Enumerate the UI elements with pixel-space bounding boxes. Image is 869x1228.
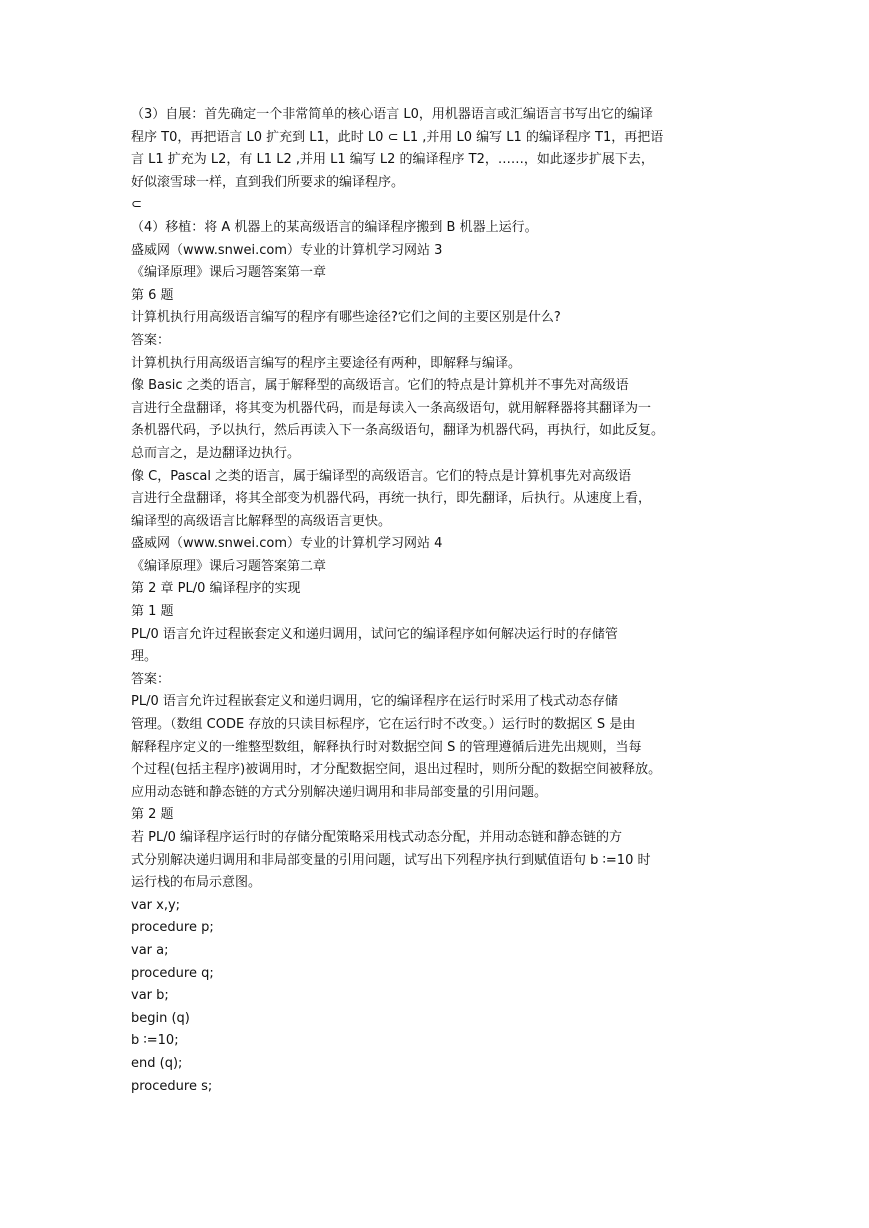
text-line: 程序 T0，再把语言 L0 扩充到 L1，此时 L0 ⊂ L1 ,并用 L0 编写 L1 的编译程序 T1，再把语 (131, 129, 664, 145)
code-line: var x,y; (131, 897, 181, 913)
code-line: b ∶=10; (131, 1033, 179, 1049)
text-line: 计算机执行用高级语言编写的程序主要途径有两种，即解释与编译。 (131, 355, 522, 371)
text-line: 言进行全盘翻译，将其变为机器代码，而是每读入一条高级语句，就用解释器将其翻译为一 (131, 400, 652, 416)
chapter-title: 第 2 章 PL/0 编译程序的实现 (131, 581, 301, 597)
site-footer: 盛威网（www.snwei.com）专业的计算机学习网站 3 (131, 242, 443, 258)
code-line: var a; (131, 942, 169, 958)
text-line: 编译型的高级语言比解释型的高级语言更快。 (131, 513, 392, 529)
question-number: 第 6 题 (131, 287, 174, 303)
text-line: 解释程序定义的一维整型数组，解释执行时对数据空间 S 的管理遵循后进先出规则，当每 (131, 739, 642, 755)
question-text: 计算机执行用高级语言编写的程序有哪些途径?它们之间的主要区别是什么? (131, 310, 561, 326)
code-line: var b; (131, 988, 169, 1004)
text-line: （3）自展：首先确定一个非常简单的核心语言 L0，用机器语言或汇编语言书写出它的编译 (131, 107, 653, 122)
text-line: 管理。（数组 CODE 存放的只读目标程序，它在运行时不改变。）运行时的数据区 S 是由 (131, 717, 636, 733)
question-text: 式分别解决递归调用和非局部变量的引用问题，试写出下列程序执行到赋值语句 b ∶=10 时 (131, 852, 651, 868)
text-line: 好似滚雪球一样，直到我们所要求的编译程序。 (131, 174, 405, 190)
text-line: 像 C，Pascal 之类的语言，属于编译型的高级语言。它们的特点是计算机事先对高级语 (131, 468, 632, 484)
code-line: end (q); (131, 1055, 183, 1071)
code-line: procedure q; (131, 965, 214, 981)
question-text: 若 PL/0 编译程序运行时的存储分配策略采用栈式动态分配，并用动态链和静态链的方 (131, 830, 622, 845)
text-line: 个过程(包括主程序)被调用时，才分配数据空间，退出过程时，则所分配的数据空间被释放。 (131, 762, 662, 778)
site-footer: 盛威网（www.snwei.com）专业的计算机学习网站 4 (131, 536, 443, 552)
question-number: 第 1 题 (131, 604, 174, 620)
question-text: 理。 (131, 649, 158, 665)
text-line: 言进行全盘翻译，将其全部变为机器代码，再统一执行，即先翻译，后执行。从速度上看， (131, 491, 652, 507)
question-text: 运行栈的布局示意图。 (131, 875, 262, 891)
text-line: 像 Basic 之类的语言，属于解释型的高级语言。它们的特点是计算机并不事先对高级语 (131, 378, 629, 394)
question-text: PL/0 语言允许过程嵌套定义和递归调用，试问它的编译程序如何解决运行时的存储管 (131, 626, 618, 642)
document-page (131, 104, 743, 1098)
text-line: PL/0 语言允许过程嵌套定义和递归调用，它的编译程序在运行时采用了栈式动态存储 (131, 694, 618, 710)
text-line: 应用动态链和静态链的方式分别解决递归调用和非局部变量的引用问题。 (131, 784, 548, 800)
chapter-header: 《编译原理》课后习题答案第一章 (131, 265, 327, 281)
text-line: 条机器代码，予以执行，然后再读入下一条高级语句，翻译为机器代码，再执行，如此反复。 (131, 423, 665, 439)
code-line: procedure s; (131, 1078, 213, 1094)
text-line: （4）移植：将 A 机器上的某高级语言的编译程序搬到 B 机器上运行。 (131, 219, 538, 235)
code-line: procedure p; (131, 920, 214, 936)
code-line: begin (q) (131, 1010, 190, 1026)
text-line: 总而言之，是边翻译边执行。 (131, 445, 301, 461)
question-number: 第 2 题 (131, 807, 174, 823)
answer-label: 答案： (131, 671, 171, 687)
subset-symbol: ⊂ (131, 197, 142, 213)
text-line: 言 L1 扩充为 L2，有 L1 L2 ,并用 L1 编写 L2 的编译程序 T2，……，如此逐步扩展下去， (131, 152, 654, 168)
chapter-header: 《编译原理》课后习题答案第二章 (131, 558, 327, 574)
answer-label: 答案： (131, 332, 171, 348)
